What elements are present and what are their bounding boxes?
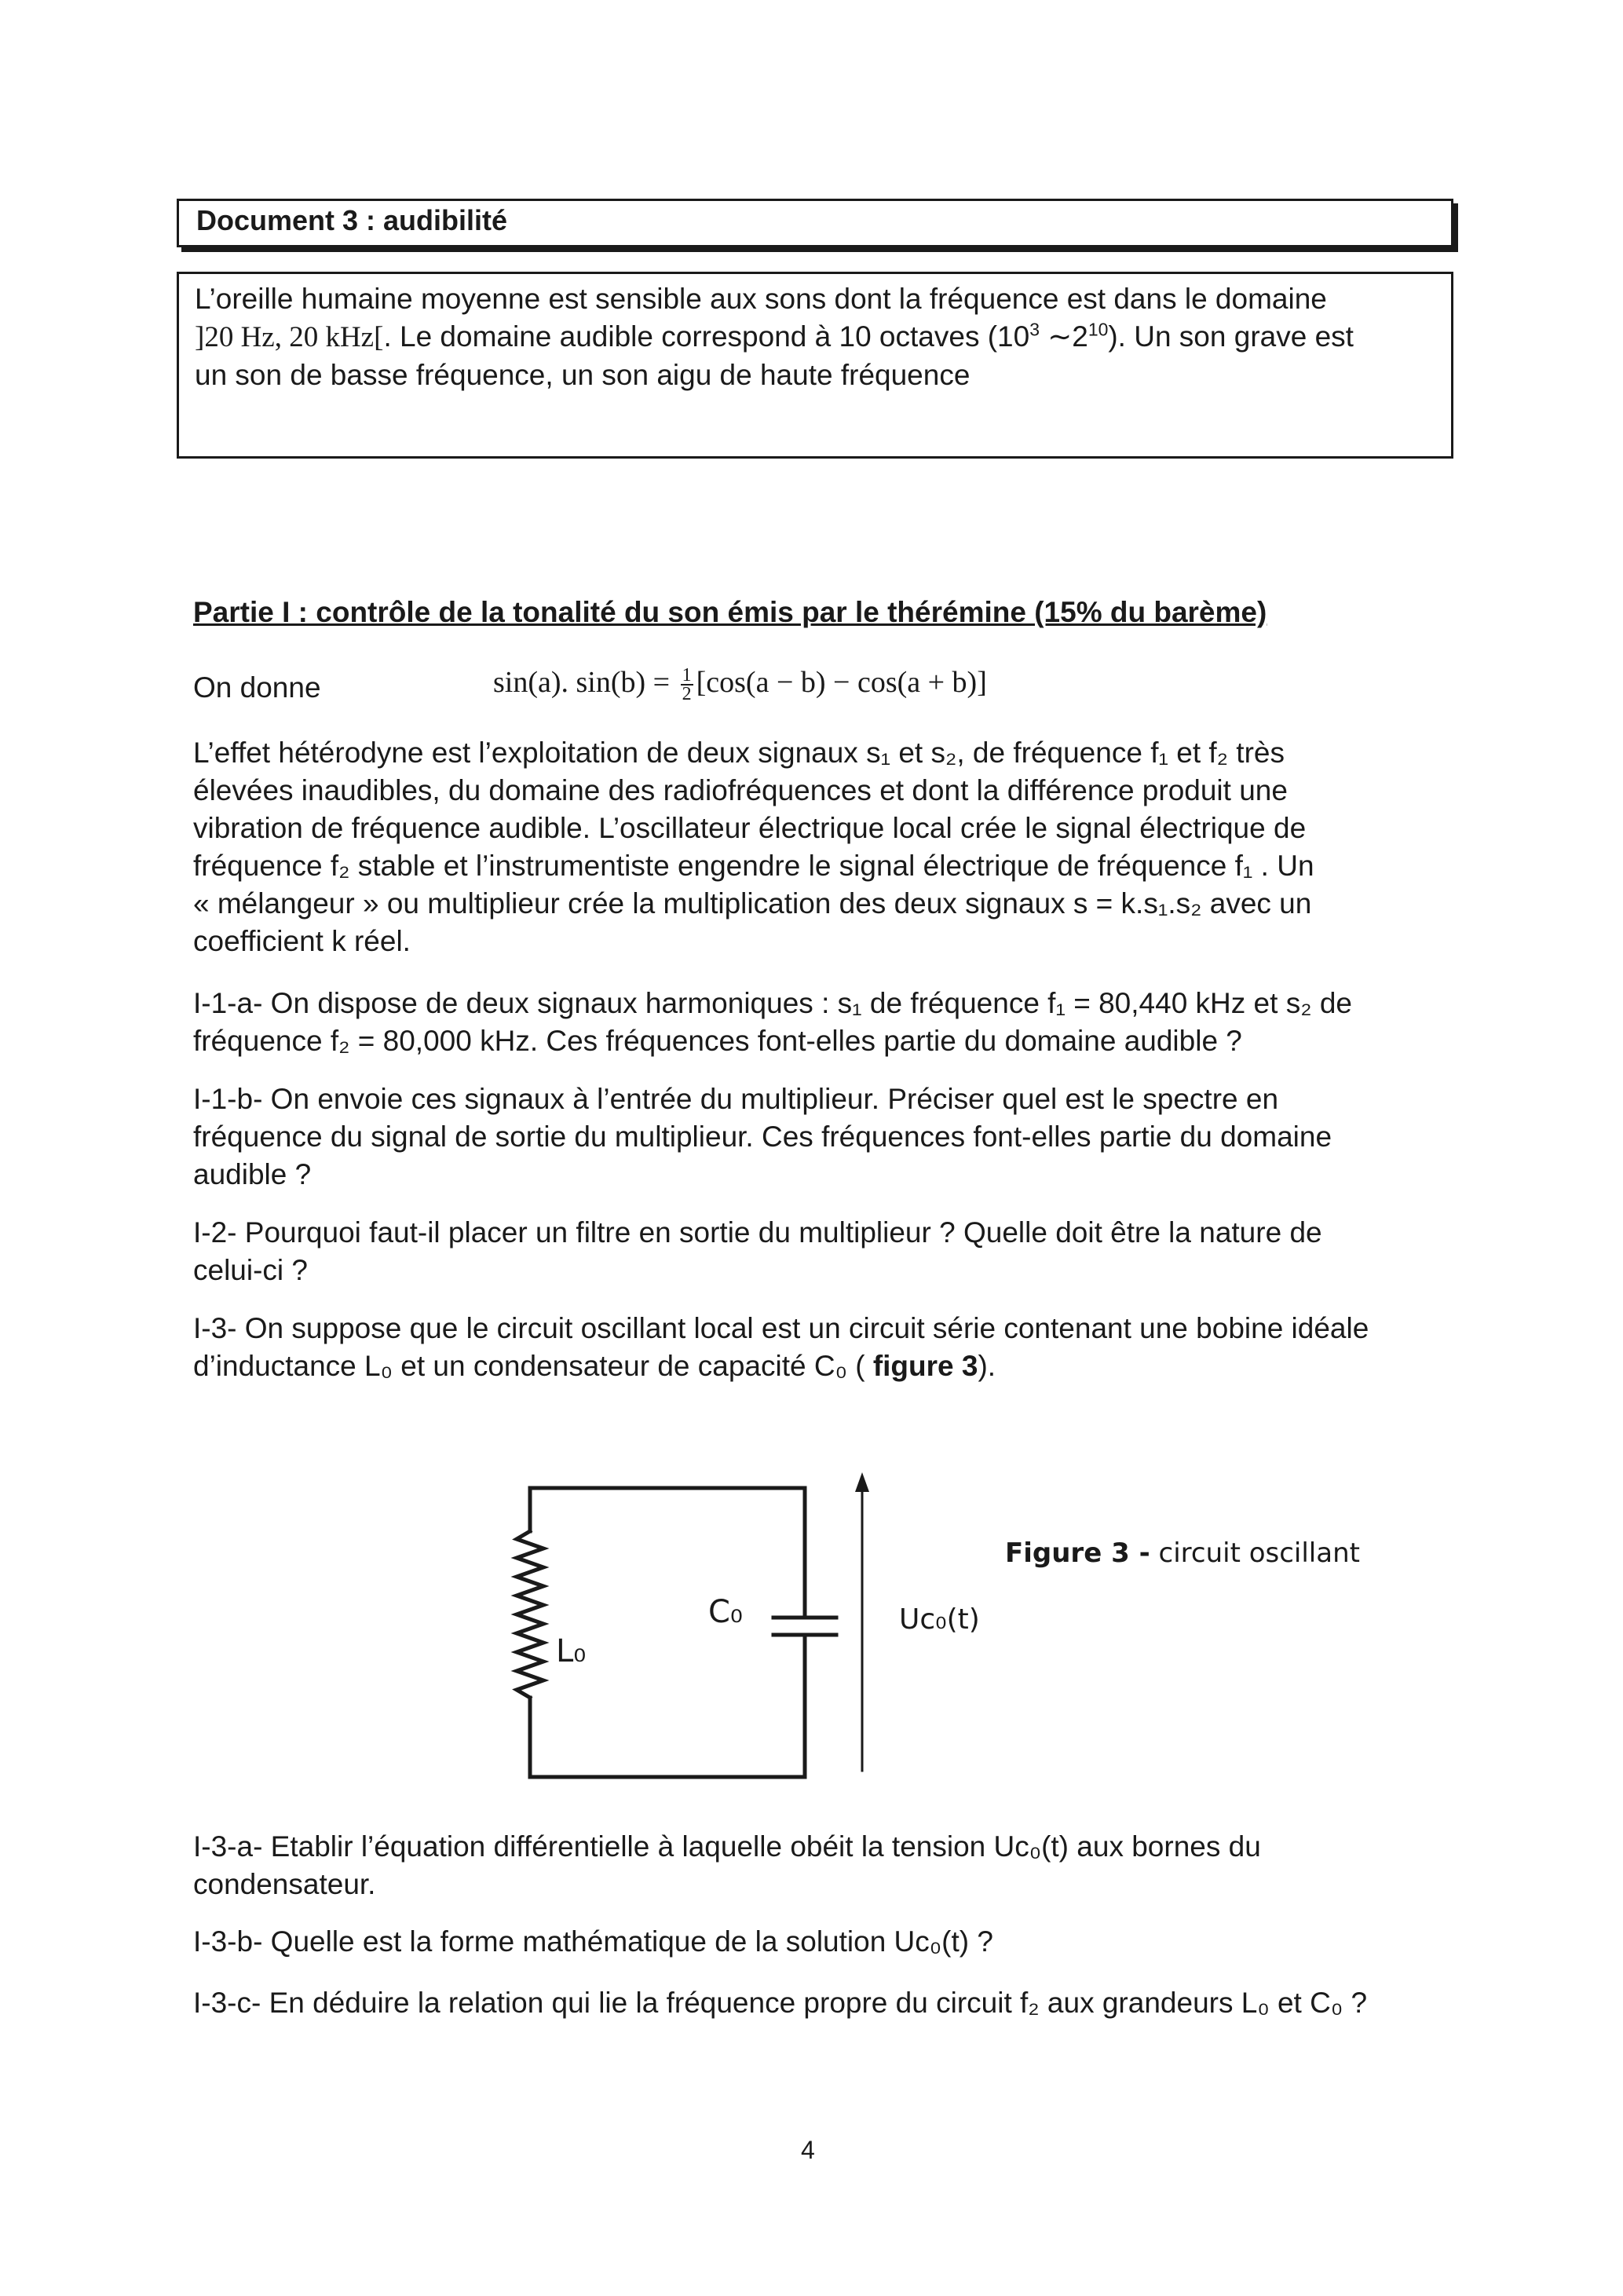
inductor-label: L₀	[556, 1633, 587, 1669]
document-3-line-2: ]20 Hz, 20 kHz[. Le domaine audible correspond à 10 octaves ($10^3$ $\sim 2^{10}$). Un son grave est	[195, 319, 1354, 353]
page-number: 4	[801, 2136, 815, 2164]
question-1b: I-1-b- On envoie ces signaux à l’entrée du multiplieur. Préciser quel est le spectre en fréquence du signal de sortie du multiplieur. Ces fréquences font-elles partie du domaine audible ?	[193, 1083, 1332, 1190]
question-3b: I-3-b- Quelle est la forme mathématique de la solution Uc₀(t) ?	[193, 1925, 993, 1958]
trig-formula: sin(a). sin(b) = $\frac{1}{2}$ [cos(a − b) − cos(a + b)]	[493, 665, 987, 705]
question-3a: I-3-a- Etablir l’équation différentielle à laquelle obéit la tension Uᴄ₀(t) aux bornes du condensateur.	[193, 1830, 1261, 1900]
figure-3-reference: figure 3	[872, 1350, 978, 1382]
document-3-line-1: L’oreille humaine moyenne est sensible aux sons dont la fréquence est dans le domaine	[195, 283, 1327, 315]
oscillating-circuit-diagram	[487, 1468, 879, 1798]
inductor-coil	[517, 1531, 543, 1698]
document-3-body-box	[177, 272, 1453, 459]
half-fraction: $\frac{1}{2}$	[682, 665, 692, 705]
question-2: I-2- Pourquoi faut-il placer un filtre en sortie du multiplieur ? Quelle doit être la nature de celui-ci ?	[193, 1216, 1322, 1286]
document-3-title: Document 3 : audibilité	[196, 204, 508, 236]
heterodyne-paragraph: L’effet hétérodyne est l’exploitation de deux signaux s₁ et s₂, de fréquence f₁ et f₂ très élevées inaudibles, du domaine des radiofréquences et dont la différence produit une vibration de fréquence audible. L’oscillateur électrique local crée le signal électrique de fréquence f₂ stable et l’instrumentiste engendre le signal électrique de fréquence f₁ . Un « mélangeur » ou multiplieur crée la multiplication des deux signaux s = k.s₁.s₂ avec un coefficient k réel.	[193, 737, 1314, 957]
part-1-title: Partie I : contrôle de la tonalité du son émis par le thérémine (15% du barème)	[193, 596, 1267, 628]
question-1a: I-1-a- On dispose de deux signaux harmoniques : s₁ de fréquence f₁ = 80,440 kHz et s₂ de fréquence f₂ = 80,000 kHz. Ces fréquences font-elles partie du domaine audible ?	[193, 987, 1352, 1057]
figure-3-caption: Figure 3 - circuit oscillant	[1005, 1537, 1360, 1569]
document-3-line-3: un son de basse fréquence, un son aigu de haute fréquence	[195, 359, 971, 391]
document-3-text	[195, 280, 1435, 394]
question-3: I-3- On suppose que le circuit oscillant local est un circuit série contenant une bobine idéale d’inductance L₀ et un condensateur de capacité C₀ ( figure 3).	[193, 1312, 1369, 1382]
voltage-label: Uc₀(t)	[899, 1603, 980, 1636]
document-3-title-box	[177, 199, 1453, 247]
voltage-arrow-head	[855, 1472, 869, 1492]
capacitor-label: C₀	[708, 1594, 743, 1630]
question-3c: I-3-c- En déduire la relation qui lie la fréquence propre du circuit f₂ aux grandeurs L₀ et C₀ ?	[193, 1987, 1368, 2019]
audible-range: ]20 Hz, 20 kHz[	[195, 321, 384, 353]
given-label: On donne	[193, 671, 321, 704]
